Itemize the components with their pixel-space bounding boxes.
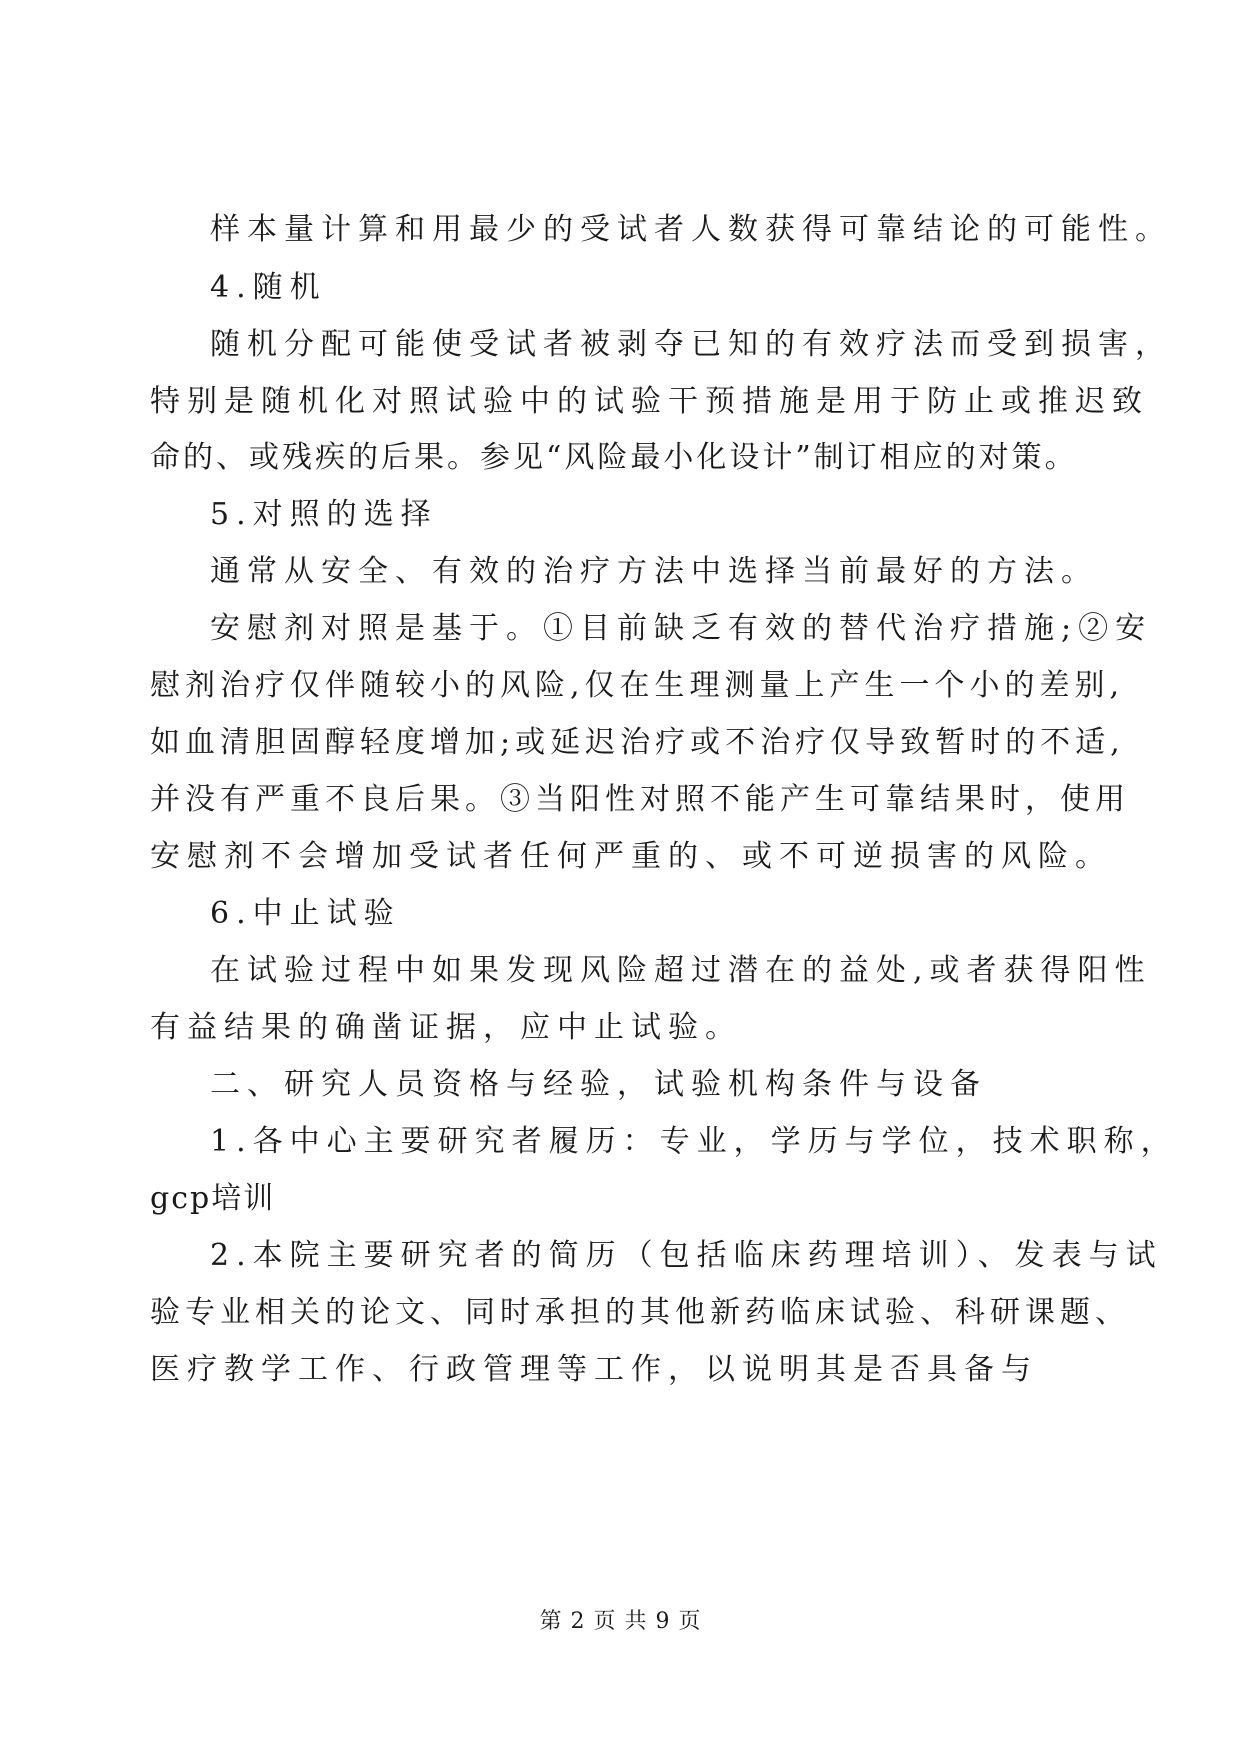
text-line: 随机分配可能使受试者被剥夺已知的有效疗法而受到损害， [210,327,1172,362]
text-line: 安慰剂对照是基于。①目前缺乏有效的替代治疗措施;②安 [210,611,1153,646]
text-line: gcp培训 [150,1181,276,1216]
text-line: 在试验过程中如果发现风险超过潜在的益处,或者获得阳性 [210,953,1152,988]
text-line: 如血清胆固醇轻度增加;或延迟治疗或不治疗仅导致暂时的不适, [150,725,1125,760]
text-line: 验专业相关的论文、同时承担的其他新药临床试验、科研课题、 [150,1295,1130,1330]
text-line: 慰剂治疗仅伴随较小的风险,仅在生理测量上产生一个小的差别, [150,668,1125,703]
text-line: 1.各中心主要研究者履历：专业，学历与学位，技术职称， [210,1124,1178,1159]
section-heading: 5.对照的选择 [210,497,438,532]
text-line: 命的、或残疾的后果。参见“风险最小化设计”制订相应的对策。 [150,440,1078,475]
text-line: 2.本院主要研究者的简历（包括临床药理培训）、发表与试 [210,1238,1163,1273]
section-heading: 6.中止试验 [210,896,401,931]
text-line: 并没有严重不良后果。③当阳性对照不能产生可靠结果时，使用 [150,782,1130,817]
text-line: 通常从安全、有效的治疗方法中选择当前最好的方法。 [210,554,1098,589]
text-line: 特别是随机化对照试验中的试验干预措施是用于防止或推迟致 [150,384,1149,419]
page-footer: 第 2 页 共 9 页 [539,1609,702,1634]
text-line: 安慰剂不会增加受试者任何严重的、或不可逆损害的风险。 [150,839,1112,874]
text-line: 医疗教学工作、行政管理等工作，以说明其是否具备与 [150,1352,1038,1387]
section-heading: 二、研究人员资格与经验，试验机构条件与设备 [210,1067,987,1102]
text-line: 有益结果的确凿证据，应中止试验。 [150,1010,742,1045]
section-heading: 4.随机 [210,270,327,305]
text-line: 样本量计算和用最少的受试者人数获得可靠结论的可能性。 [210,212,1172,247]
